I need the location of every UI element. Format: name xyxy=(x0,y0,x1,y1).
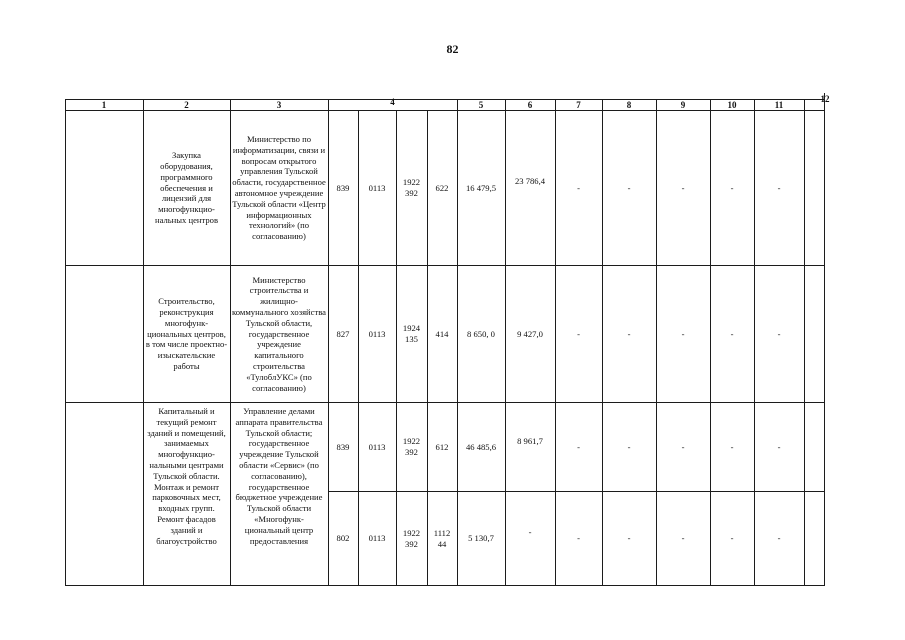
amount-col6: - xyxy=(528,526,532,537)
grbs-code: 827 xyxy=(336,328,350,339)
amount-col11: - xyxy=(777,441,781,452)
amount-col9: - xyxy=(681,328,685,339)
rzpr-code: 0113 xyxy=(368,328,386,339)
row-name: Капитальный и текущий ремонт зданий и помещений, занимаемых многофункцио-нальными центрами Тульской области. Монтаж и ремонт парковочных мест, входных групп. Ремонт фасадов зданий и благоустройство xyxy=(147,406,226,546)
row-name: Строительство, реконструкция многофунк-циональных центров, в том числе проектно-изыскательские работы xyxy=(145,296,228,371)
column-header: 4 xyxy=(390,97,395,107)
rzpr-code: 0113 xyxy=(368,182,386,193)
column-header: 5 xyxy=(478,100,484,110)
amount-col11: - xyxy=(777,533,781,544)
column-header: 7 xyxy=(576,100,581,110)
row-name: Закупка оборудования, программного обеспечения и лицензий для многофункцио-нальных центров xyxy=(154,150,219,225)
csr-code: 1922 392 xyxy=(402,527,421,549)
rzpr-code: 0113 xyxy=(368,533,386,544)
amount-col10: - xyxy=(730,182,734,193)
amount-col10: - xyxy=(730,441,734,452)
amount-col6: 8 961,7 xyxy=(517,435,543,446)
table-border-right xyxy=(824,93,825,585)
amount-col8: - xyxy=(627,533,631,544)
amount-col8: - xyxy=(627,328,631,339)
column-header: 12 xyxy=(820,94,830,104)
amount-col7: - xyxy=(577,533,580,544)
amount-col7: - xyxy=(577,441,580,452)
vr-code: 612 xyxy=(435,441,449,452)
amount-col6: 9 427,0 xyxy=(517,328,543,339)
amount-col8: - xyxy=(627,441,631,452)
vr-code: 414 xyxy=(435,328,449,339)
grbs-code: 802 xyxy=(336,533,350,544)
amount-col10: - xyxy=(730,533,734,544)
amount-col11: - xyxy=(777,328,781,339)
amount-col5: 8 650, 0 xyxy=(467,328,495,339)
column-header: 1 xyxy=(101,100,107,110)
col-line xyxy=(804,99,805,585)
amount-col9: - xyxy=(681,533,685,544)
table-border-left xyxy=(65,99,66,585)
amount-col5: 46 485,6 xyxy=(465,441,497,452)
column-header: 8 xyxy=(626,100,632,110)
table-border-bottom xyxy=(65,585,825,586)
column-header: 3 xyxy=(276,100,282,110)
csr-code: 1922 392 xyxy=(402,436,421,457)
amount-col5: 5 130,7 xyxy=(468,533,494,544)
vr-code: 1112 44 xyxy=(433,527,451,549)
amount-col11: - xyxy=(777,182,781,193)
row-executor: Министерство по информатизации, связи и вопросам открытого управления Тульской области, государственное автономное учреждение Тульской области «Центр информационных технологий» (по согласованию) xyxy=(232,134,326,242)
column-header: 10 xyxy=(727,100,737,110)
amount-col6: 23 786,4 xyxy=(514,175,546,186)
column-header: 9 xyxy=(680,100,686,110)
page-number: 82 xyxy=(446,42,459,56)
column-header: 6 xyxy=(527,100,533,110)
row-executor: Управление делами аппарата правительства Тульской области; государственное учреждение Тульской области «Сервис» (по согласованию), государственное бюджетное учреждение Тульской области «Многофунк-циональный центр предоставления xyxy=(235,406,323,546)
grbs-code: 839 xyxy=(336,441,350,452)
amount-col8: - xyxy=(627,182,631,193)
grbs-code: 839 xyxy=(336,182,350,193)
column-header: 11 xyxy=(774,100,784,110)
column-header: 2 xyxy=(184,100,189,110)
csr-code: 1922 392 xyxy=(402,177,421,198)
rzpr-code: 0113 xyxy=(368,441,386,452)
amount-col9: - xyxy=(681,441,685,452)
amount-col9: - xyxy=(681,182,685,193)
amount-col7: - xyxy=(577,182,580,193)
csr-code: 1924 135 xyxy=(402,323,421,344)
amount-col5: 16 479,5 xyxy=(465,182,497,193)
row-executor: Министерство строительства и жилищно-коммунального хозяйства Тульской области, государственное учреждение капитального строительства «ТулоблУКС» (по согласованию) xyxy=(232,274,326,393)
vr-code: 622 xyxy=(435,182,449,193)
amount-col7: - xyxy=(577,328,580,339)
amount-col10: - xyxy=(730,328,734,339)
